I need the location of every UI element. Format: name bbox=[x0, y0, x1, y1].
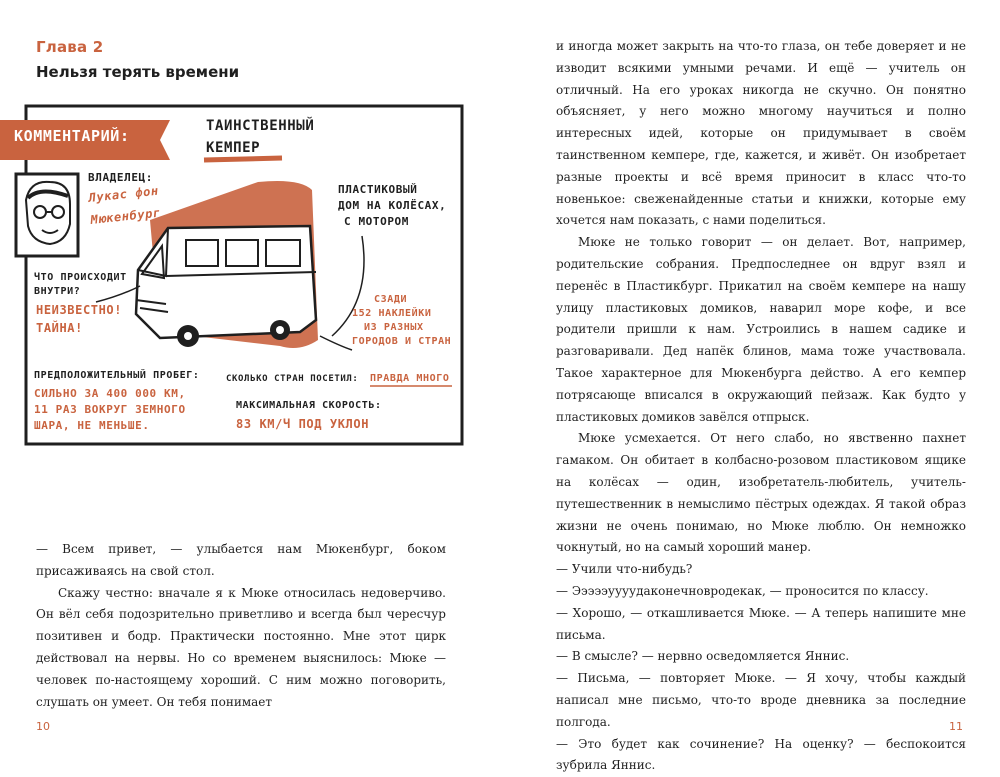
paragraph: Мюке усмехается. От него слабо, но явственно пахнет гамаком. Он обитает в колбасно-розовом пластиковом ящике на колёсах — один, изобретатель-любитель, учитель-путешественник в немыслимо пёстрых одеждах. Я такой образ жизни не очень понимаю, но Мюке люблю. Он немножко чокнутый, но на самый хороший манер. bbox=[556, 428, 966, 559]
owner-label: ВЛАДЕЛЕЦ: bbox=[88, 172, 153, 185]
speed-label: МАКСИМАЛЬНАЯ СКОРОСТЬ: bbox=[236, 400, 382, 412]
inside-answer-line2: ТАЙНА! bbox=[36, 322, 83, 336]
countries-label: СКОЛЬКО СТРАН ПОСЕТИЛ: bbox=[226, 374, 358, 384]
left-page bbox=[0, 0, 500, 768]
dialogue-line: — Эээээуууудаконечновродекак, — проносится по классу. bbox=[556, 581, 966, 603]
heading-underline bbox=[204, 158, 282, 160]
mileage-label: ПРЕДПОЛОЖИТЕЛЬНЫЙ ПРОБЕГ: bbox=[34, 370, 200, 382]
inside-question-line2: ВНУТРИ? bbox=[34, 286, 80, 298]
stickers-line3: ИЗ РАЗНЫХ bbox=[364, 322, 424, 334]
plastic-line2: ДОМ НА КОЛЁСАХ, bbox=[338, 200, 446, 213]
dialogue-line: — Учили что-нибудь? bbox=[556, 559, 966, 581]
right-page bbox=[500, 0, 1000, 768]
page-number: 11 bbox=[949, 720, 963, 733]
right-page-text bbox=[556, 36, 966, 777]
stickers-line4: ГОРОДОВ И СТРАН bbox=[352, 336, 451, 348]
page-number: 10 bbox=[36, 720, 50, 733]
heading-line1: ТАИНСТВЕННЫЙ bbox=[206, 118, 314, 134]
chapter-number: Глава 2 bbox=[36, 38, 103, 56]
arrow-plastic bbox=[332, 236, 364, 336]
paragraph: и иногда может закрыть на что-то глаза, он тебе доверяет и не изводит всякими умными речами. И ещё — учитель он отличный. На его уроках никогда не скучно. Он понятно объясняет, у него можно многому научиться и полно интересных идей, которые он придумывает в своём таинственном кемпере, где, кажется, и живёт. Он изобретает разные проекты и всё время приносит в класс что-то новенькое: свеженайденные статьи и книжки, которые ему хочется нам показать, с нами поделиться. bbox=[556, 36, 966, 232]
stickers-line2: 152 НАКЛЕЙКИ bbox=[352, 308, 431, 320]
mileage-line1: СИЛЬНО ЗА 400 000 КМ, bbox=[34, 388, 186, 401]
plastic-line1: ПЛАСТИКОВЫЙ bbox=[338, 184, 417, 197]
camper-illustration bbox=[0, 100, 470, 460]
stickers-line1: СЗАДИ bbox=[374, 294, 407, 306]
inside-question-line1: ЧТО ПРОИСХОДИТ bbox=[34, 272, 127, 284]
paragraph: Мюке не только говорит — он делает. Вот, например, родительские собрания. Предпоследнее он вдруг взял и перенёс в Пластикбург. Прикатил на своём кемпере на нашу улицу пластиковых домиков, наварил море кофе, и все родители пришли к нам. Устроились в нашем садике и разговаривали. Дед напёк блинов, мама тоже участвовала. Такое характерное для Мюкенбурга действо. А его кемпер потрясающе вписался в окружающий пейзаж. Как будто у пластиковых домиков завёлся отпрыск. bbox=[556, 232, 966, 428]
paragraph: Скажу честно: вначале я к Мюке относилась недоверчиво. Он вёл себя подозрительно приветливо и всегда был чересчур позитивен и бодр. Практически постоянно. Мне этот цирк действовал на нервы. Но со временем выяснилось: Мюке — человек по-настоящему хороший. С ним можно поговорить, слушать он умеет. Он тебя понимает bbox=[36, 583, 446, 714]
plastic-line3: С МОТОРОМ bbox=[344, 216, 409, 229]
mileage-line2: 11 РАЗ ВОКРУГ ЗЕМНОГО bbox=[34, 404, 186, 417]
arrow-inside bbox=[96, 286, 140, 302]
chapter-title: Нельзя терять времени bbox=[36, 63, 239, 81]
owner-name-line2: Мюкенбург bbox=[90, 207, 161, 228]
heading-line2: КЕМПЕР bbox=[206, 140, 260, 156]
speed-value: 83 КМ/Ч ПОД УКЛОН bbox=[236, 418, 369, 432]
arrow-stickers bbox=[320, 336, 352, 350]
camper-van-icon bbox=[136, 226, 316, 347]
countries-value: ПРАВДА МНОГО bbox=[370, 373, 449, 385]
owner-name-line1: Лукас фон bbox=[88, 185, 159, 206]
dialogue-line: — Хорошо, — откашливается Мюке. — А теперь напишите мне письма. bbox=[556, 603, 966, 647]
paragraph: — Всем привет, — улыбается нам Мюкенбург, боком присаживаясь на свой стол. bbox=[36, 539, 446, 583]
mileage-line3: ШАРА, НЕ МЕНЬШЕ. bbox=[34, 420, 150, 433]
dialogue-line: — Письма, — повторяет Мюке. — Я хочу, чтобы каждый написал мне письмо, что-то вроде дневника за последние полгода. bbox=[556, 668, 966, 733]
comment-banner: КОММЕНТАРИЙ: bbox=[14, 128, 130, 145]
left-page-text bbox=[36, 539, 446, 713]
dialogue-line: — В смысле? — нервно осведомляется Яннис. bbox=[556, 646, 966, 668]
dialogue-line: — Это будет как сочинение? На оценку? — беспокоится зубрила Яннис. bbox=[556, 734, 966, 777]
inside-answer-line1: НЕИЗВЕСТНО! bbox=[36, 304, 122, 318]
